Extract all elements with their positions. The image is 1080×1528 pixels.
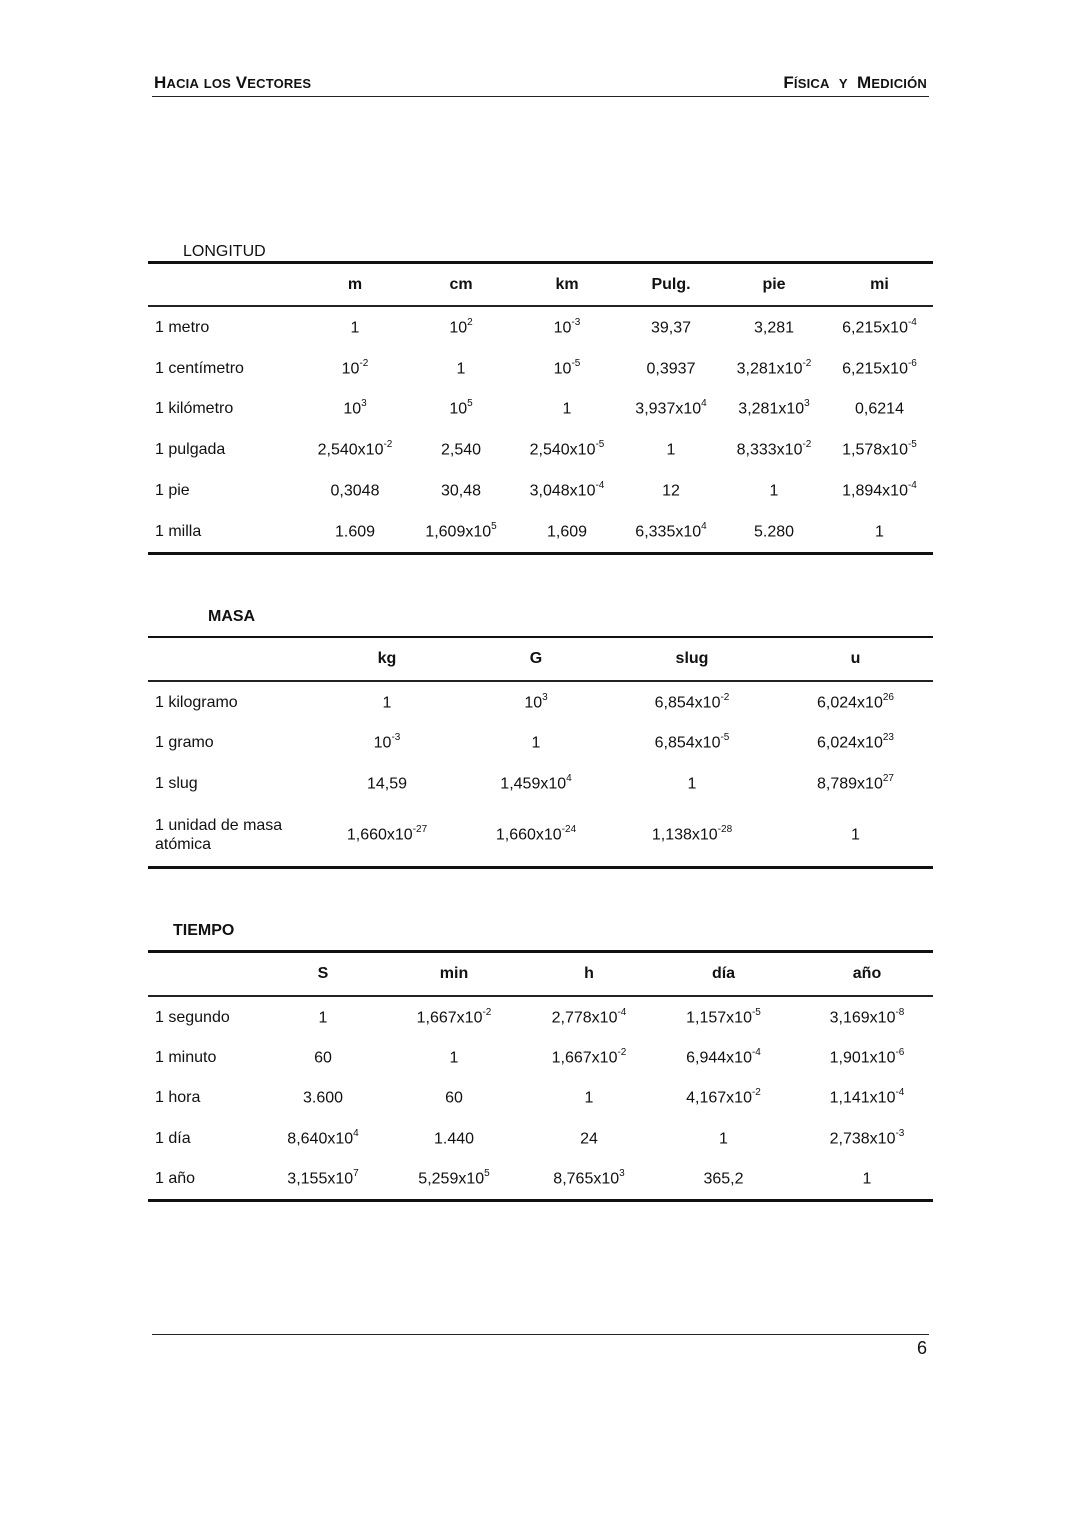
masa-col-header: G — [529, 650, 543, 667]
cell-base: 1 — [456, 359, 466, 377]
cell-base: 1 — [719, 1130, 728, 1148]
cell-base: 8,789x10 — [817, 774, 883, 792]
cell-exponent: -4 — [895, 1087, 905, 1099]
tiempo-row — [148, 1159, 933, 1201]
cell-exponent: 5 — [484, 1168, 490, 1180]
masa-corner — [148, 637, 308, 681]
cell-base: 10 — [343, 400, 362, 418]
cell-base: 6,944x10 — [686, 1049, 752, 1067]
longitud-cell — [826, 429, 933, 470]
tiempo-cell — [646, 1159, 801, 1201]
longitud-cell — [408, 348, 514, 389]
tiempo-cell — [376, 1037, 532, 1077]
longitud-header-row — [148, 263, 933, 307]
cell-base: 10 — [553, 319, 572, 337]
longitud-cell — [722, 348, 826, 389]
cell-exponent: -4 — [907, 316, 917, 328]
cell-exponent: -8 — [895, 1006, 905, 1018]
cell-exponent: -5 — [595, 439, 605, 451]
tiempo-row-label: 1 año — [155, 1170, 196, 1188]
cell-base: 2,540x10 — [317, 441, 384, 459]
cell-base: 1 — [562, 400, 572, 418]
cell-base: 10 — [449, 319, 468, 337]
cell-exponent: -2 — [383, 439, 393, 451]
cell-base: 1 — [350, 319, 360, 337]
cell-exponent: -24 — [561, 823, 577, 835]
header-left-w2: LOS — [203, 76, 232, 91]
longitud-row — [148, 389, 933, 430]
longitud-col-header: m — [347, 275, 363, 293]
tiempo-cell — [646, 1118, 801, 1158]
tiempo-cell — [532, 1118, 646, 1158]
cell-exponent: -2 — [617, 1046, 627, 1058]
cell-base: 2,778x10 — [551, 1008, 618, 1026]
cell-exponent: 23 — [882, 732, 894, 744]
longitud-cell — [722, 389, 826, 430]
longitud-row-label: 1 centímetro — [155, 359, 244, 377]
longitud-cell — [620, 429, 722, 470]
tiempo-col-header: S — [317, 965, 329, 982]
longitud-cell — [514, 429, 620, 470]
cell-base: 1 — [687, 774, 697, 792]
page-number: 6 — [916, 1338, 927, 1358]
cell-base: 5,259x10 — [418, 1170, 485, 1188]
longitud-cell — [826, 348, 933, 389]
cell-exponent: -3 — [895, 1127, 905, 1139]
cell-base: 30,48 — [440, 482, 482, 500]
longitud-col-header: cm — [449, 275, 473, 293]
cell-exponent: -2 — [802, 439, 812, 451]
masa-cell — [308, 804, 466, 868]
cell-base: 1,660x10 — [346, 826, 413, 844]
cell-base: 6,854x10 — [654, 734, 721, 752]
cell-base: 1 — [584, 1089, 594, 1107]
cell-base: 0,3048 — [330, 482, 380, 500]
cell-exponent: -3 — [571, 316, 581, 328]
cell-base: 1,894x10 — [842, 482, 908, 500]
cell-exponent: 2 — [467, 316, 473, 328]
tiempo-row — [148, 1078, 933, 1118]
tiempo-cell — [646, 1037, 801, 1077]
cell-exponent: -4 — [907, 479, 917, 491]
cell-exponent: -3 — [391, 732, 401, 744]
tiempo-cell — [532, 1078, 646, 1118]
masa-row — [148, 681, 933, 723]
cell-base: 10 — [449, 400, 468, 418]
cell-base: 1 — [862, 1170, 872, 1188]
longitud-cell — [514, 511, 620, 553]
cell-base: 10 — [553, 359, 572, 377]
cell-base: 39,37 — [650, 319, 692, 337]
cell-base: 14,59 — [366, 774, 408, 792]
masa-cell — [308, 681, 466, 723]
cell-exponent: 5 — [467, 398, 473, 410]
cell-exponent: 5 — [491, 520, 497, 532]
tiempo-cell — [270, 1037, 376, 1077]
header-right-w3-cap: M — [857, 73, 872, 92]
cell-base: 5.280 — [753, 523, 795, 541]
cell-base: 1 — [666, 441, 676, 459]
cell-base: 6,024x10 — [817, 693, 883, 711]
cell-exponent: -5 — [571, 357, 581, 369]
longitud-col-header: Pulg. — [651, 275, 691, 293]
tiempo-cell — [376, 996, 532, 1037]
cell-exponent: -2 — [359, 357, 369, 369]
cell-base: 3,155x10 — [287, 1170, 354, 1188]
cell-exponent: 4 — [353, 1127, 359, 1139]
header-right-w1-rest: ÍSICA — [793, 76, 830, 91]
cell-base: 1 — [449, 1049, 459, 1067]
longitud-cell — [722, 511, 826, 553]
cell-base: 1.440 — [433, 1130, 475, 1148]
longitud-title: LONGITUD — [183, 243, 266, 260]
cell-base: 3,048x10 — [529, 482, 596, 500]
longitud-row — [148, 429, 933, 470]
masa-title: MASA — [208, 608, 256, 625]
masa-table — [148, 636, 933, 869]
cell-base: 10 — [341, 359, 360, 377]
tiempo-cell — [646, 1078, 801, 1118]
tiempo-cell — [801, 1037, 933, 1077]
cell-base: 3,281x10 — [736, 359, 803, 377]
longitud-cell — [302, 389, 408, 430]
cell-base: 6,215x10 — [842, 359, 908, 377]
cell-base: 10 — [524, 693, 543, 711]
tiempo-corner — [148, 952, 270, 997]
longitud-cell — [408, 511, 514, 553]
tiempo-cell — [801, 1118, 933, 1158]
cell-exponent: -4 — [617, 1006, 627, 1018]
tiempo-title: TIEMPO — [173, 922, 235, 939]
tiempo-row — [148, 996, 933, 1037]
tiempo-cell — [532, 996, 646, 1037]
cell-exponent: -6 — [907, 357, 917, 369]
cell-base: 60 — [314, 1049, 332, 1067]
tiempo-row — [148, 1118, 933, 1158]
cell-base: 6,215x10 — [842, 319, 908, 337]
masa-col-header: kg — [377, 650, 397, 667]
tiempo-row-label: 1 día — [155, 1129, 191, 1147]
longitud-cell — [722, 429, 826, 470]
cell-base: 3,169x10 — [829, 1008, 896, 1026]
tiempo-col-header: año — [852, 965, 882, 982]
masa-cell — [778, 681, 933, 723]
longitud-cell — [826, 511, 933, 553]
header-right-w2: Y — [838, 76, 848, 91]
masa-cell — [466, 763, 606, 804]
longitud-cell — [408, 429, 514, 470]
tiempo-cell — [270, 1078, 376, 1118]
masa-cell — [466, 681, 606, 723]
header-left-w3-cap: V — [235, 73, 248, 92]
longitud-cell — [722, 470, 826, 511]
masa-cell — [466, 723, 606, 764]
header-right-w3-rest: EDICIÓN — [871, 76, 927, 91]
cell-base: 2,540x10 — [529, 441, 596, 459]
longitud-table — [148, 261, 933, 555]
masa-row-label: 1 slug — [155, 774, 198, 792]
masa-row — [148, 723, 933, 764]
header-right-w1-cap: F — [783, 73, 794, 92]
longitud-cell — [302, 470, 408, 511]
cell-base: 4,167x10 — [686, 1089, 752, 1107]
longitud-row-label: 1 milla — [155, 522, 202, 540]
longitud-row — [148, 306, 933, 348]
cell-base: 8,640x10 — [287, 1130, 354, 1148]
cell-base: 8,765x10 — [553, 1170, 620, 1188]
longitud-row-label: 1 kilómetro — [155, 400, 234, 418]
cell-base: 3,281 — [753, 319, 795, 337]
masa-row-label: 1 gramo — [155, 734, 214, 752]
cell-exponent: 3 — [542, 691, 548, 703]
masa-cell — [778, 804, 933, 868]
cell-base: 1 — [318, 1008, 328, 1026]
cell-exponent: -2 — [751, 1087, 761, 1099]
cell-base: 1,459x10 — [500, 774, 567, 792]
cell-exponent: -2 — [720, 691, 730, 703]
tiempo-row — [148, 1037, 933, 1077]
cell-base: 3,937x10 — [635, 400, 702, 418]
header-left-w1-rest: ACIA — [166, 76, 200, 91]
longitud-col-header: pie — [762, 275, 786, 293]
cell-exponent: 4 — [566, 772, 572, 784]
cell-exponent: 27 — [882, 772, 894, 784]
masa-col-header: slug — [675, 650, 709, 667]
cell-base: 1,667x10 — [416, 1008, 483, 1026]
cell-exponent: -2 — [482, 1006, 492, 1018]
cell-base: 3.600 — [302, 1089, 344, 1107]
cell-base: 12 — [662, 482, 680, 500]
tiempo-cell — [532, 1037, 646, 1077]
masa-cell — [606, 681, 778, 723]
tiempo-table — [148, 950, 933, 1202]
longitud-cell — [408, 306, 514, 348]
tiempo-col-header: h — [584, 965, 594, 982]
cell-base: 1 — [769, 482, 779, 500]
masa-cell — [778, 763, 933, 804]
tiempo-cell — [270, 1159, 376, 1201]
cell-base: 1.609 — [334, 523, 376, 541]
longitud-cell — [302, 511, 408, 553]
cell-exponent: -6 — [895, 1046, 905, 1058]
cell-exponent: 3 — [361, 398, 367, 410]
cell-base: 60 — [445, 1089, 463, 1107]
longitud-cell — [620, 306, 722, 348]
cell-exponent: -5 — [751, 1006, 761, 1018]
longitud-row-label: 1 pulgada — [155, 441, 226, 459]
longitud-cell — [302, 348, 408, 389]
tiempo-row-label: 1 segundo — [155, 1008, 230, 1026]
header-left-w3-rest: ECTORES — [247, 76, 312, 91]
running-header — [152, 70, 929, 97]
cell-exponent: -5 — [720, 732, 730, 744]
cell-base: 8,333x10 — [736, 441, 803, 459]
longitud-cell — [302, 429, 408, 470]
cell-base: 1,138x10 — [651, 826, 718, 844]
masa-row-label: 1 unidad de masa atómica — [155, 816, 283, 853]
cell-exponent: -2 — [802, 357, 812, 369]
cell-base: 1 — [382, 693, 392, 711]
tiempo-col-header: día — [711, 965, 736, 982]
cell-base: 1,141x10 — [829, 1089, 896, 1107]
cell-exponent: -4 — [595, 479, 605, 491]
masa-cell — [606, 763, 778, 804]
tiempo-cell — [376, 1118, 532, 1158]
longitud-row — [148, 348, 933, 389]
cell-exponent: 3 — [619, 1168, 625, 1180]
longitud-row-label: 1 pie — [155, 482, 190, 500]
longitud-col-header: km — [555, 275, 579, 293]
tiempo-cell — [270, 1118, 376, 1158]
cell-base: 0,3937 — [646, 359, 696, 377]
cell-exponent: 4 — [701, 398, 707, 410]
longitud-cell — [408, 389, 514, 430]
tiempo-col-header: min — [439, 965, 469, 982]
masa-cell — [606, 804, 778, 868]
footer-rule — [152, 1334, 929, 1335]
tiempo-cell — [532, 1159, 646, 1201]
cell-base: 1,667x10 — [551, 1049, 618, 1067]
header-right-title — [783, 73, 927, 93]
cell-exponent: 3 — [804, 398, 810, 410]
cell-base: 6,024x10 — [817, 734, 883, 752]
masa-cell — [308, 723, 466, 764]
longitud-cell — [408, 470, 514, 511]
cell-base: 1,157x10 — [686, 1008, 752, 1026]
cell-base: 3,281x10 — [738, 400, 805, 418]
masa-cell — [308, 763, 466, 804]
header-left-title — [154, 73, 311, 93]
cell-base: 1,660x10 — [495, 826, 562, 844]
cell-base: 1,578x10 — [842, 441, 908, 459]
tiempo-cell — [801, 996, 933, 1037]
masa-col-header: u — [850, 650, 861, 667]
cell-exponent: -5 — [907, 439, 917, 451]
cell-base: 6,335x10 — [635, 523, 702, 541]
longitud-row — [148, 511, 933, 553]
cell-base: 1,609 — [546, 523, 588, 541]
cell-base: 10 — [373, 734, 392, 752]
masa-row-label: 1 kilogramo — [155, 693, 238, 711]
longitud-cell — [302, 306, 408, 348]
masa-cell — [606, 723, 778, 764]
cell-base: 1,901x10 — [829, 1049, 896, 1067]
tiempo-cell — [646, 996, 801, 1037]
cell-exponent: 26 — [882, 691, 894, 703]
tiempo-cell — [270, 996, 376, 1037]
cell-exponent: -28 — [717, 823, 733, 835]
tiempo-cell — [376, 1078, 532, 1118]
longitud-cell — [620, 511, 722, 553]
tiempo-header-row — [148, 952, 933, 997]
cell-exponent: 4 — [701, 520, 707, 532]
longitud-cell — [620, 470, 722, 511]
tiempo-row-label: 1 minuto — [155, 1049, 217, 1067]
cell-exponent: -4 — [751, 1046, 761, 1058]
longitud-col-header: mi — [870, 275, 889, 293]
masa-cell — [778, 723, 933, 764]
masa-header-row — [148, 637, 933, 681]
cell-base: 1 — [531, 734, 541, 752]
masa-cell — [466, 804, 606, 868]
longitud-cell — [620, 389, 722, 430]
cell-base: 365,2 — [703, 1170, 744, 1188]
cell-base: 2,540 — [440, 441, 482, 459]
longitud-cell — [514, 306, 620, 348]
longitud-cell — [620, 348, 722, 389]
cell-base: 1,609x10 — [425, 523, 492, 541]
header-left-w1-cap: H — [154, 73, 167, 92]
tiempo-cell — [801, 1159, 933, 1201]
masa-row — [148, 763, 933, 804]
cell-base: 0,6214 — [855, 400, 904, 418]
longitud-cell — [722, 306, 826, 348]
longitud-cell — [514, 389, 620, 430]
longitud-cell — [514, 348, 620, 389]
cell-base: 1 — [875, 523, 884, 541]
longitud-cell — [826, 389, 933, 430]
longitud-cell — [826, 470, 933, 511]
tiempo-cell — [376, 1159, 532, 1201]
cell-exponent: -27 — [412, 823, 428, 835]
longitud-row-label: 1 metro — [155, 318, 210, 336]
cell-base: 1 — [851, 826, 860, 844]
tiempo-row-label: 1 hora — [155, 1089, 201, 1107]
longitud-corner — [148, 263, 302, 307]
longitud-cell — [514, 470, 620, 511]
tiempo-cell — [801, 1078, 933, 1118]
cell-exponent: 7 — [353, 1168, 359, 1180]
cell-base: 24 — [580, 1130, 598, 1148]
longitud-cell — [826, 306, 933, 348]
longitud-row — [148, 470, 933, 511]
cell-base: 2,738x10 — [829, 1130, 896, 1148]
masa-row — [148, 804, 933, 868]
cell-base: 6,854x10 — [654, 693, 721, 711]
